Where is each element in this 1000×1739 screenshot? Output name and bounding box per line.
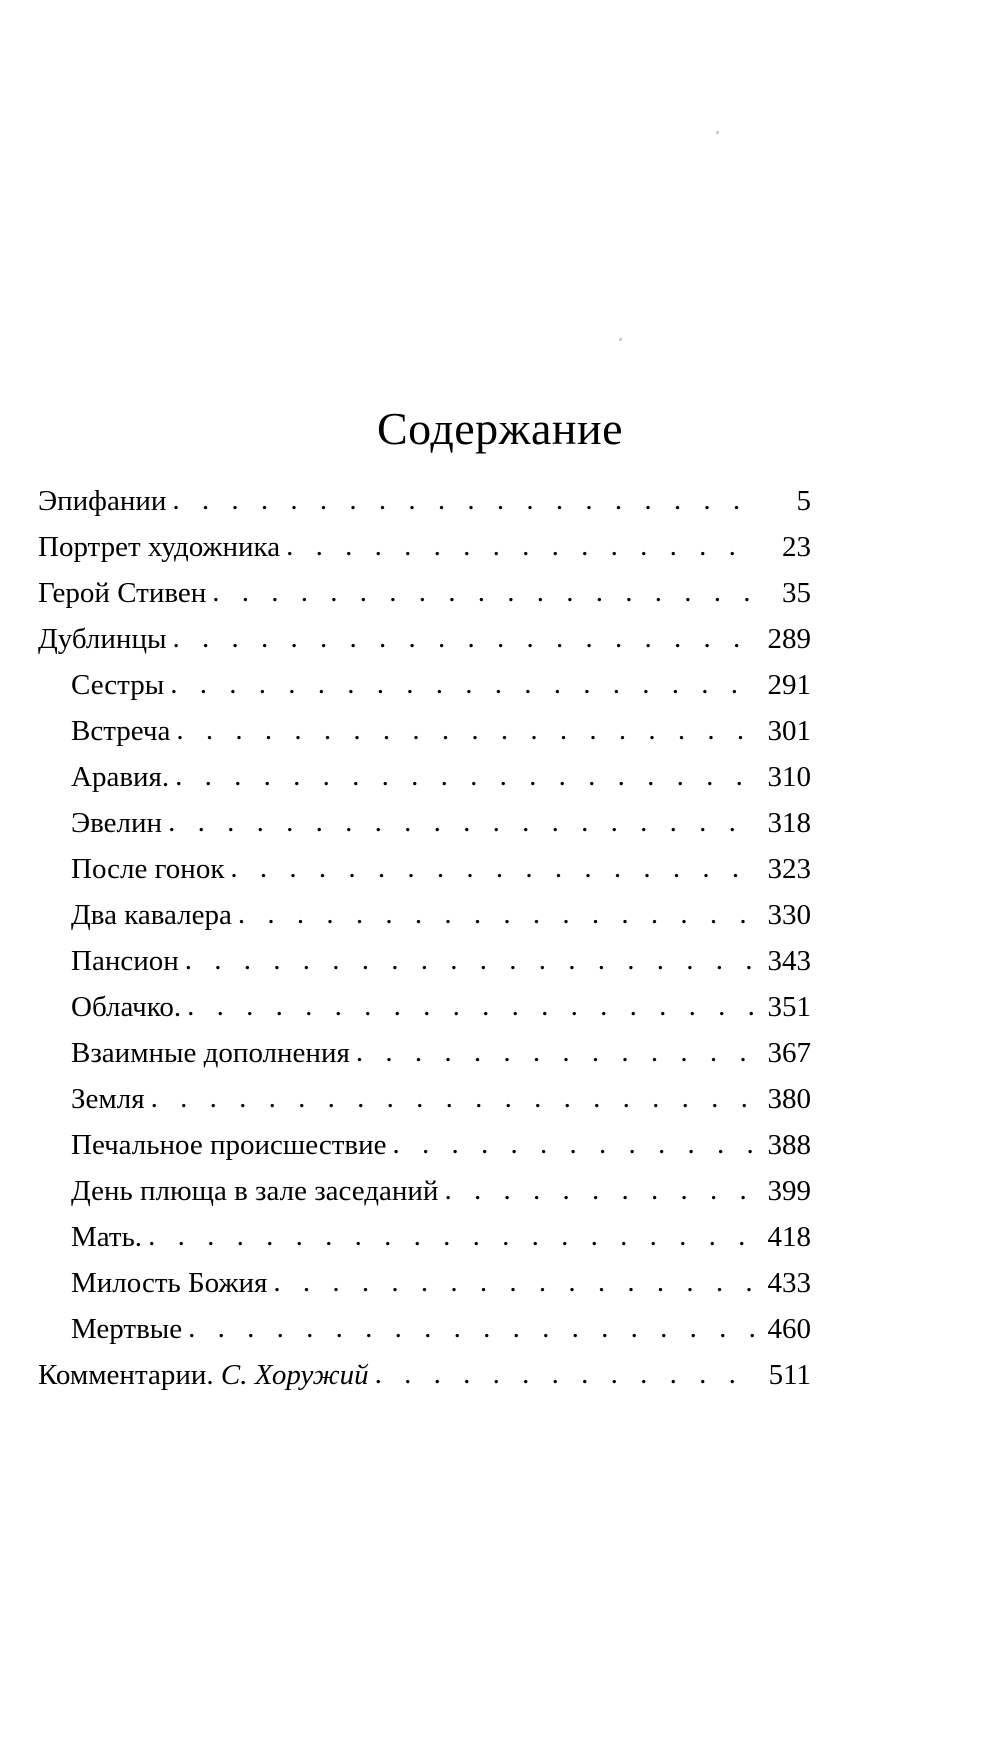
toc-leader-dots bbox=[444, 1177, 755, 1206]
toc-entry-page-number: 23 bbox=[782, 531, 811, 563]
toc-leader-dots bbox=[185, 947, 755, 976]
toc-leader-dots bbox=[286, 533, 755, 562]
toc-entry[interactable] bbox=[38, 947, 811, 976]
toc-entry[interactable] bbox=[38, 579, 811, 608]
toc-leader-dots bbox=[273, 1269, 755, 1298]
toc-leader-dots bbox=[176, 717, 755, 746]
scan-artifact-dot bbox=[716, 131, 719, 134]
toc-entry-label: Милость Божия bbox=[71, 1267, 268, 1299]
toc-entry-label-italic: С. Хоружий bbox=[220, 1359, 369, 1391]
toc-entry-label: Аравия. bbox=[71, 761, 170, 793]
toc-leader-dots bbox=[175, 763, 755, 792]
toc-entry-page-number: 388 bbox=[767, 1129, 811, 1161]
toc-entry[interactable] bbox=[38, 1177, 811, 1206]
toc-entry-label: Пансион bbox=[71, 945, 179, 977]
toc-entry[interactable] bbox=[38, 809, 811, 838]
toc-entry-page-number: 367 bbox=[767, 1037, 811, 1069]
toc-entry[interactable] bbox=[38, 901, 811, 930]
toc-entry[interactable] bbox=[38, 1131, 811, 1160]
toc-leader-dots bbox=[172, 487, 755, 516]
toc-entry[interactable] bbox=[38, 487, 811, 516]
toc-entry-label: Сестры bbox=[71, 669, 165, 701]
toc-leader-dots bbox=[356, 1039, 755, 1068]
toc-entry[interactable] bbox=[38, 671, 811, 700]
page-title: Содержание bbox=[376, 402, 624, 454]
toc-entry-page-number: 380 bbox=[767, 1083, 811, 1115]
toc-leader-dots bbox=[392, 1131, 755, 1160]
toc-entry-page-number: 511 bbox=[768, 1359, 811, 1391]
toc-entry-page-number: 289 bbox=[767, 623, 811, 655]
toc-entry-page-number: 318 bbox=[767, 807, 811, 839]
toc-entry-page-number: 351 bbox=[767, 991, 811, 1023]
toc-leader-dots bbox=[188, 1315, 755, 1344]
toc-entry[interactable] bbox=[38, 1039, 811, 1068]
toc-entry[interactable] bbox=[38, 717, 811, 746]
toc-leader-dots bbox=[375, 1361, 755, 1390]
toc-entry-page-number: 343 bbox=[767, 945, 811, 977]
toc-entry-label: Взаимные дополнения bbox=[71, 1037, 350, 1069]
toc-entry[interactable] bbox=[38, 1269, 811, 1298]
toc-entry-label: Земля bbox=[71, 1083, 145, 1115]
toc-leader-dots bbox=[151, 1085, 755, 1114]
toc-entry-page-number: 35 bbox=[782, 577, 811, 609]
toc-leader-dots bbox=[170, 671, 755, 700]
toc-entry-page-number: 310 bbox=[767, 761, 811, 793]
toc-entry-page-number: 418 bbox=[767, 1221, 811, 1253]
toc-leader-dots bbox=[230, 855, 755, 884]
toc-entry-label: Мертвые bbox=[71, 1313, 183, 1345]
toc-entry-label: Дублинцы bbox=[38, 623, 167, 655]
table-of-contents bbox=[38, 487, 811, 1407]
toc-entry[interactable] bbox=[38, 1361, 811, 1390]
toc-leader-dots bbox=[168, 809, 755, 838]
toc-entry[interactable] bbox=[38, 1315, 811, 1344]
toc-entry-page-number: 399 bbox=[767, 1175, 811, 1207]
toc-entry-label: Два кавалера bbox=[71, 899, 232, 931]
toc-entry-page-number: 323 bbox=[767, 853, 811, 885]
toc-entry-page-number: 5 bbox=[796, 485, 811, 517]
toc-leader-dots bbox=[172, 625, 755, 654]
toc-entry[interactable] bbox=[38, 1085, 811, 1114]
toc-entry-label: После гонок bbox=[71, 853, 225, 885]
toc-entry-page-number: 460 bbox=[767, 1313, 811, 1345]
toc-entry-label: Портрет художника bbox=[38, 531, 281, 563]
toc-entry-label: Встреча bbox=[71, 715, 171, 747]
toc-entry-label: Герой Стивен bbox=[38, 577, 207, 609]
toc-entry-label: Эвелин bbox=[71, 807, 163, 839]
toc-entry-page-number: 433 bbox=[767, 1267, 811, 1299]
toc-entry-page-number: 330 bbox=[767, 899, 811, 931]
toc-entry-label: Комментарии. С. Хоружий bbox=[38, 1359, 369, 1391]
toc-leader-dots bbox=[212, 579, 755, 608]
toc-entry[interactable] bbox=[38, 993, 811, 1022]
toc-entry-label: Эпифании bbox=[38, 485, 167, 517]
toc-entry-label: Мать. bbox=[71, 1221, 143, 1253]
toc-entry-page-number: 301 bbox=[767, 715, 811, 747]
toc-leader-dots bbox=[148, 1223, 755, 1252]
toc-leader-dots bbox=[187, 993, 755, 1022]
toc-entry[interactable] bbox=[38, 625, 811, 654]
toc-entry[interactable] bbox=[38, 1223, 811, 1252]
toc-entry-page-number: 291 bbox=[767, 669, 811, 701]
toc-entry[interactable] bbox=[38, 763, 811, 792]
toc-leader-dots bbox=[238, 901, 755, 930]
toc-entry-label: Облачко. bbox=[71, 991, 182, 1023]
toc-entry-label: День плюща в зале заседаний bbox=[71, 1175, 439, 1207]
toc-entry-label: Печальное происшествие bbox=[71, 1129, 387, 1161]
scan-artifact-dot bbox=[619, 338, 622, 341]
toc-entry[interactable] bbox=[38, 533, 811, 562]
toc-entry[interactable] bbox=[38, 855, 811, 884]
